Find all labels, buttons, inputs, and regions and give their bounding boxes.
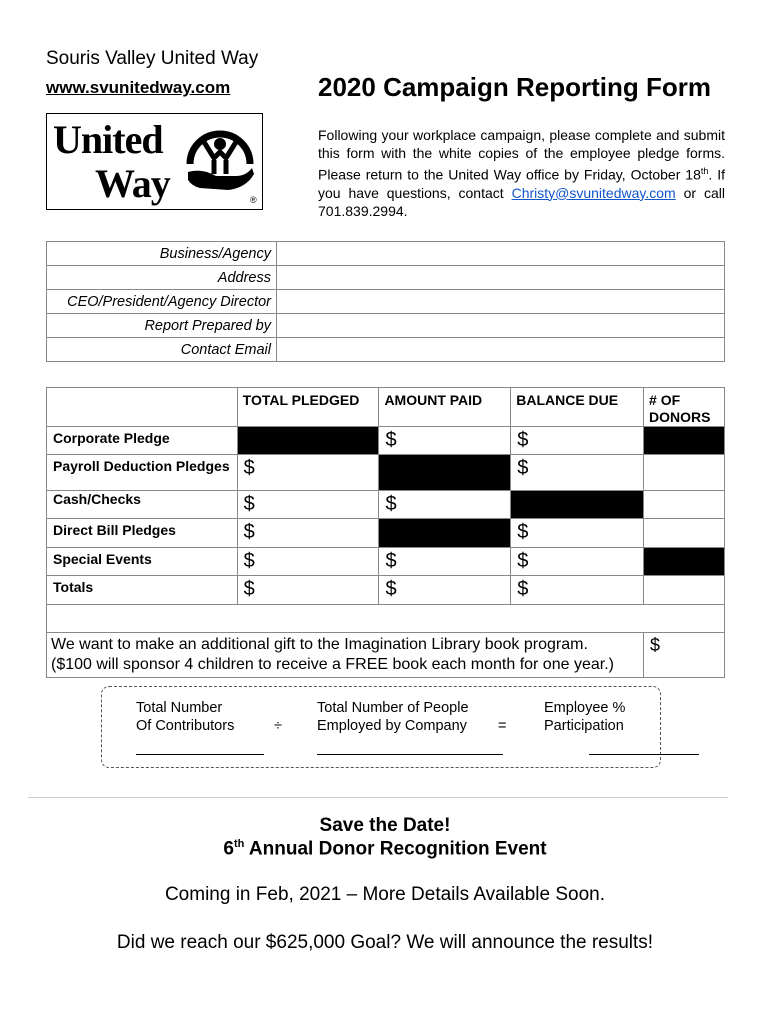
contributors-label-2: Of Contributors — [136, 718, 235, 734]
amount-field[interactable]: $ — [511, 427, 644, 455]
helping-hand-icon — [182, 122, 258, 202]
table-row — [47, 576, 725, 605]
blocked-cell — [237, 427, 379, 455]
org-name: Souris Valley United Way — [46, 48, 259, 69]
participation-calculator — [101, 686, 661, 768]
intro-text-mid: . If you have questions, contact — [318, 166, 725, 201]
contributors-input-line[interactable] — [136, 754, 264, 755]
amount-field[interactable]: $ — [237, 491, 379, 519]
intro-text: Following your workplace campaign, please complete and submit this form with the white copies of the employee pledge forms. Please return to the United Way office by Friday, October 18 — [318, 127, 725, 183]
field-label: Business/Agency — [47, 242, 277, 266]
amount-field[interactable]: $ — [379, 576, 511, 605]
goal-text: Did we reach our $625,000 Goal? We will announce the results! — [116, 932, 654, 953]
business-agency-field[interactable] — [277, 242, 725, 266]
info-row-address — [47, 266, 725, 290]
prepared-by-field[interactable] — [277, 314, 725, 338]
row-label: Special Events — [47, 548, 238, 576]
form-title: 2020 Campaign Reporting Form — [318, 72, 711, 102]
amount-field[interactable]: $ — [237, 455, 379, 491]
gift-text — [47, 633, 644, 678]
org-url-link[interactable]: www.svunitedway.com — [46, 78, 231, 97]
amount-field[interactable]: $ — [511, 455, 644, 491]
blocked-cell — [379, 519, 511, 548]
row-label: Payroll Deduction Pledges — [47, 455, 238, 491]
header-empty-cell — [47, 388, 238, 427]
info-row-prepared — [47, 314, 725, 338]
intro-text-end: or call 701.839.2994. — [318, 184, 725, 219]
col-header-num-donors: # OF DONORS — [644, 388, 725, 427]
spacer-cell — [47, 605, 725, 633]
participation-label — [544, 699, 625, 735]
table-row — [47, 427, 725, 455]
field-label: Report Prepared by — [47, 314, 277, 338]
equals-symbol: = — [498, 718, 507, 734]
table-row — [47, 548, 725, 576]
employed-label-2: Employed by Company — [317, 718, 467, 734]
address-field[interactable] — [277, 266, 725, 290]
employed-label — [317, 699, 469, 735]
gift-amount-field[interactable]: $ — [644, 633, 725, 678]
amount-field[interactable]: $ — [511, 519, 644, 548]
divide-symbol: ÷ — [274, 718, 282, 734]
registered-mark: ® — [250, 195, 257, 205]
coming-soon-text: Coming in Feb, 2021 – More Details Available Soon. — [164, 884, 606, 905]
amount-field[interactable]: $ — [237, 519, 379, 548]
row-label: Direct Bill Pledges — [47, 519, 238, 548]
ceo-field[interactable] — [277, 290, 725, 314]
amount-field[interactable]: $ — [379, 548, 511, 576]
row-label: Totals — [47, 576, 238, 605]
spacer-row — [47, 605, 725, 633]
section-divider — [28, 797, 728, 798]
gift-line-1: We want to make an additional gift to the Imagination Library book program. — [51, 636, 588, 653]
employed-input-line[interactable] — [317, 754, 503, 755]
amount-field[interactable]: $ — [511, 576, 644, 605]
blocked-cell — [644, 427, 725, 455]
col-header-amount-paid: AMOUNT PAID — [379, 388, 511, 427]
table-row — [47, 519, 725, 548]
donors-field[interactable] — [644, 519, 725, 548]
employed-label-1: Total Number of People — [317, 700, 469, 716]
row-label: Cash/Checks — [47, 491, 238, 519]
logo-text-way: Way — [95, 161, 170, 206]
field-label: CEO/President/Agency Director — [47, 290, 277, 314]
table-row — [47, 455, 725, 491]
intro-sup: th — [700, 166, 709, 176]
logo-text-united: United — [53, 117, 163, 162]
amount-field[interactable]: $ — [237, 576, 379, 605]
col-header-balance-due: BALANCE DUE — [511, 388, 644, 427]
save-the-date-heading: Save the Date! — [319, 815, 451, 836]
blocked-cell — [644, 548, 725, 576]
gift-line-2: ($100 will sponsor 4 children to receive a FREE book each month for one year.) — [51, 656, 614, 673]
donors-field[interactable] — [644, 576, 725, 605]
contributors-label — [136, 699, 234, 735]
amount-field[interactable]: $ — [379, 491, 511, 519]
blocked-cell — [511, 491, 644, 519]
event-ordinal-sup: th — [233, 838, 245, 850]
row-label: Corporate Pledge — [47, 427, 238, 455]
amount-field[interactable]: $ — [379, 427, 511, 455]
intro-paragraph — [318, 126, 725, 220]
donors-field[interactable] — [644, 455, 725, 491]
participation-label-1: Employee % — [544, 700, 626, 716]
blocked-cell — [379, 455, 511, 491]
contributors-label-1: Total Number — [136, 700, 223, 716]
event-ordinal: 6 — [223, 838, 234, 860]
col-header-total-pledged: TOTAL PLEDGED — [237, 388, 379, 427]
participation-input-line[interactable] — [589, 754, 699, 755]
info-row-ceo — [47, 290, 725, 314]
field-label: Address — [47, 266, 277, 290]
info-row-email — [47, 338, 725, 362]
gift-row — [47, 633, 725, 678]
table-row — [47, 491, 725, 519]
amount-field[interactable]: $ — [511, 548, 644, 576]
donors-field[interactable] — [644, 491, 725, 519]
business-info-table — [46, 241, 725, 362]
event-name: Annual Donor Recognition Event — [244, 838, 547, 860]
field-label: Contact Email — [47, 338, 277, 362]
united-way-logo — [46, 113, 263, 210]
participation-label-2: Participation — [544, 718, 624, 734]
amount-field[interactable]: $ — [237, 548, 379, 576]
info-row-business — [47, 242, 725, 266]
contact-email-field[interactable] — [277, 338, 725, 362]
event-title — [0, 838, 770, 860]
pledge-table — [46, 387, 725, 678]
contact-email-link[interactable]: Christy@svunitedway.com — [511, 184, 676, 201]
